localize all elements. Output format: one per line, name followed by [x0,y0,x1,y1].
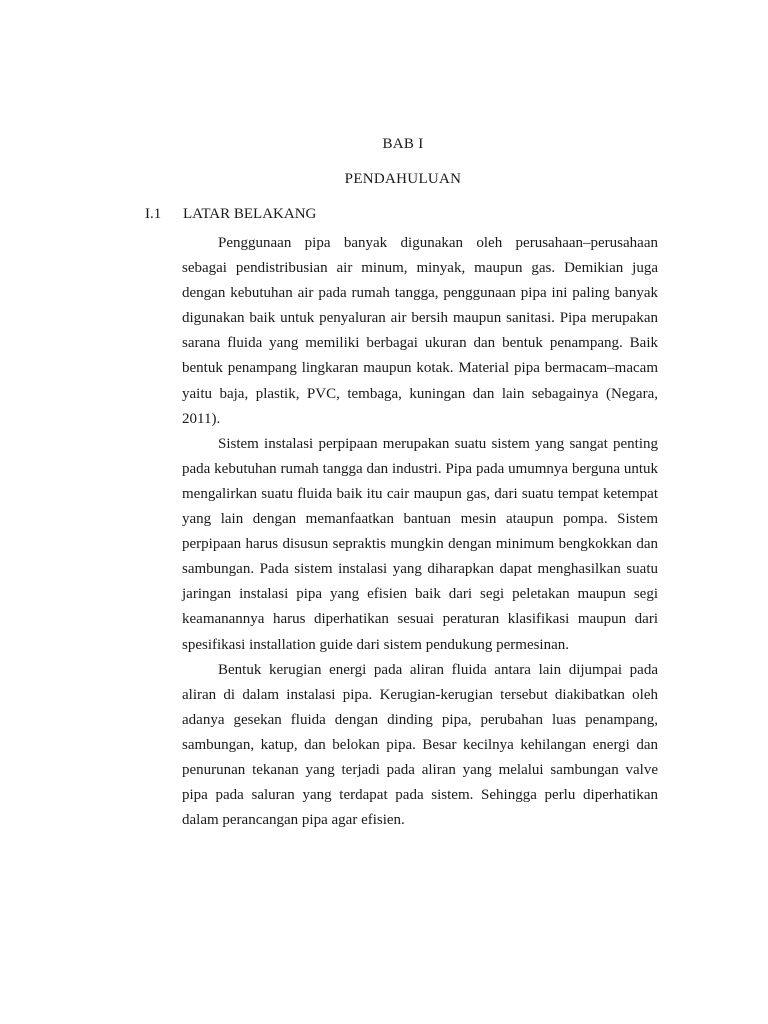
paragraph-3: Bentuk kerugian energi pada aliran fluida antara lain dijumpai pada aliran di dalam instalasi pipa. Kerugian-kerugian tersebut diakibatkan oleh adanya gesekan fluida dengan dinding pipa, perubahan luas penampang, sambungan, katup, dan belokan pipa. Besar kecilnya kehilangan energi dan penurunan tekanan yang terjadi pada aliran yang melalui sambungan valve pipa pada saluran yang terdapat pada sistem. Sehingga perlu diperhatikan dalam perancangan pipa agar efisien. [182,661,658,829]
section-body [182,231,658,833]
chapter-heading: BAB I [382,136,424,152]
section-title: LATAR BELAKANG [183,206,317,222]
section-number: I.1 [145,206,162,222]
chapter-title: PENDAHULUAN [344,171,462,187]
paragraph-2: Sistem instalasi perpipaan merupakan suatu sistem yang sangat penting pada kebutuhan rumah tangga dan industri. Pipa pada umumnya berguna untuk mengalirkan suatu fluida baik itu cair maupun gas, dari suatu tempat ketempat yang lain dengan memanfaatkan bantuan mesin ataupun pompa. Sistem perpipaan harus disusun sepraktis mungkin dengan minimum bengkokkan dan sambungan. Pada sistem instalasi yang diharapkan dapat menghasilkan suatu jaringan instalasi pipa yang efisien baik dari segi peletakan maupun segi keamanannya harus diperhatikan sesuai peraturan klasifikasi maupun dari spesifikasi installation guide dari sistem pendukung permesinan. [182,435,658,653]
section-heading [145,206,316,223]
paragraph-1: Penggunaan pipa banyak digunakan oleh perusahaan–perusahaan sebagai pendistribusian air minum, minyak, maupun gas. Demikian juga dengan kebutuhan air pada rumah tangga, penggunaan pipa ini paling banyak digunakan baik untuk penyaluran air bersih maupun sanitasi. Pipa merupakan sarana fluida yang memiliki berbagai ukuran dan bentuk penampang. Baik bentuk penampang lingkaran maupun kotak. Material pipa bermacam–macam yaitu baja, plastik, PVC, tembaga, kuningan dan lain sebagainya (Negara, 2011). [182,235,658,427]
